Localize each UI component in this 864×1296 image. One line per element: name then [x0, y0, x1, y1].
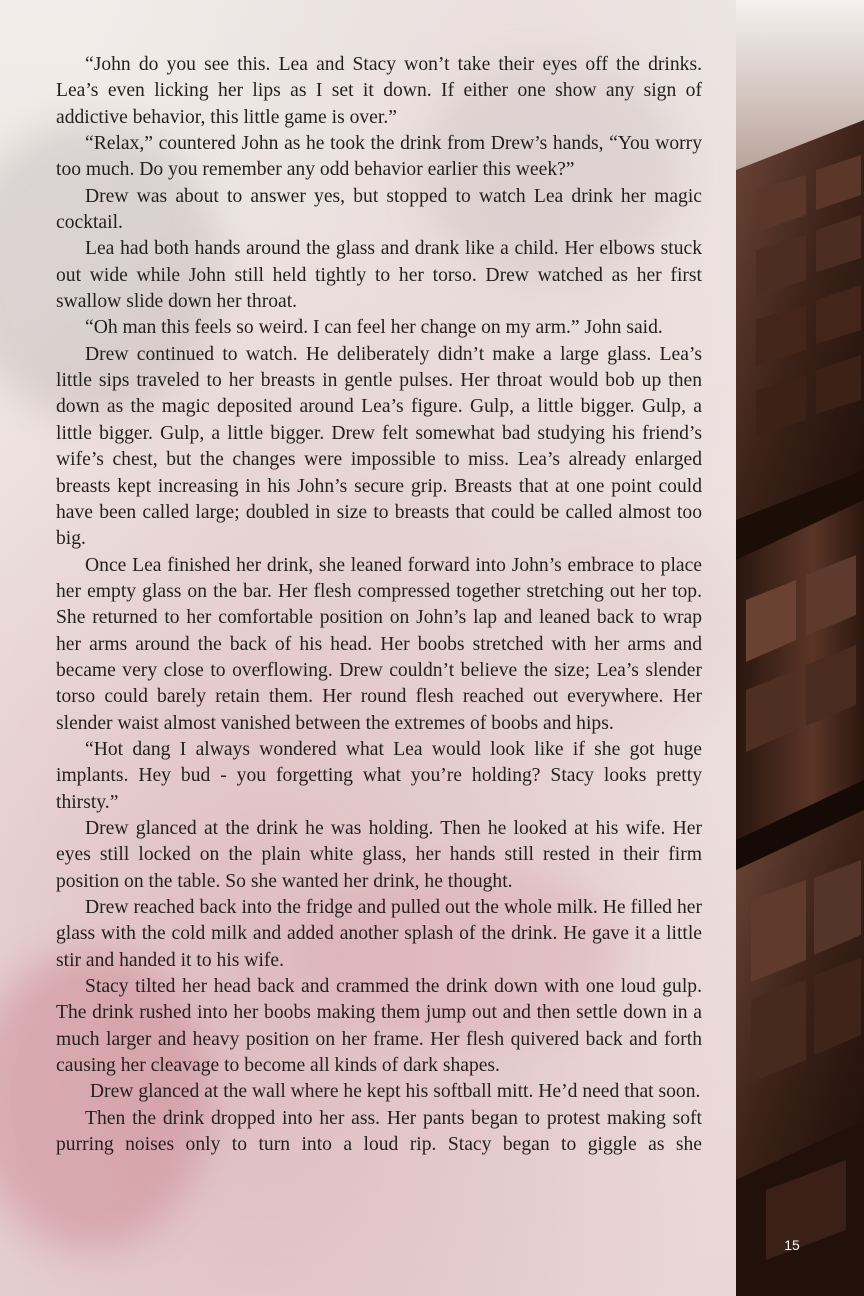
paragraph: Drew was about to answer yes, but stopped to watch Lea drink her magic cocktail. — [56, 185, 702, 234]
paragraph: Then the drink dropped into her ass. Her pants began to protest making soft purring noises only to turn into a loud rip. Stacy began to giggle as she — [56, 1107, 702, 1156]
paragraph: Stacy tilted her head back and crammed the drink down with one loud gulp. The drink rushed into her boobs making them jump out and then settle down in a much larger and heavy position on her frame. Her flesh quivered back and forth causing her cleavage to become all kinds of dark shapes. — [56, 976, 702, 1077]
paragraph: Drew glanced at the drink he was holding. Then he looked at his wife. Her eyes still locked on the plain white glass, her hands still rested in their firm position on the table. So she wanted her drink, he thought. — [56, 817, 702, 892]
paragraph: Drew reached back into the fridge and pulled out the whole milk. He filled her glass with the cold milk and added another splash of the drink. He gave it a little stir and handed it to his wife. — [56, 897, 702, 971]
paragraph: Once Lea finished her drink, she leaned forward into John’s embrace to place her empty glass on the bar. Her flesh compressed together stretching out her top. She returned to her comfortable position on John’s lap and leaned back to wrap her arms around the back of his head. Her boobs stretched with her arms and became very close to overflowing. Drew couldn’t believe the size; Lea’s slender torso could barely retain them. Her round flesh reached out everywhere. Her slender waist almost vanished between the extremes of boobs and hips. — [56, 554, 702, 734]
paragraph: “Relax,” countered John as he took the drink from Drew’s hands, “You worry too much. Do you remember any odd behavior earlier this week?” — [56, 133, 702, 181]
paragraph: “Hot dang I always wondered what Lea would look like if she got huge implants. Hey bud - you forgetting what you’re holding? Stacy looks pretty thirsty.” — [56, 738, 702, 813]
story-text-column — [56, 52, 702, 1158]
page-number: 15 — [784, 1237, 800, 1253]
chocolate-bar-illustration — [736, 0, 864, 1296]
paragraph: Lea had both hands around the glass and drank like a child. Her elbows stuck out wide while John still held tightly to her torso. Drew watched as her first swallow slide down her throat. — [56, 238, 702, 313]
paragraph: Drew glanced at the wall where he kept his softball mitt. He’d need that soon. — [85, 1081, 701, 1103]
paragraph: “John do you see this. Lea and Stacy won’t take their eyes off the drinks. Lea’s even licking her lips as I set it down. If either one show any sign of addictive behavior, this little game is over.” — [56, 54, 702, 128]
paragraph: Drew continued to watch. He deliberately didn’t make a large glass. Lea’s little sips traveled to her breasts in gentle pulses. Her throat would bob up then down as the magic deposited around Lea’s figure. Gulp, a little bigger. Gulp, a little bigger. Gulp, a little bigger. Drew felt somewhat bad studying his friend’s wife’s chest, but the changes were impossible to miss. Lea’s already enlarged breasts kept increasing in his John’s secure grip. Breasts that at one point could have been called large; doubled in size to breasts that could be called almost too big. — [56, 343, 702, 550]
paragraph: “Oh man this feels so weird. I can feel her change on my arm.” John said. — [85, 317, 663, 339]
chocolate-image-strip — [736, 0, 864, 1296]
